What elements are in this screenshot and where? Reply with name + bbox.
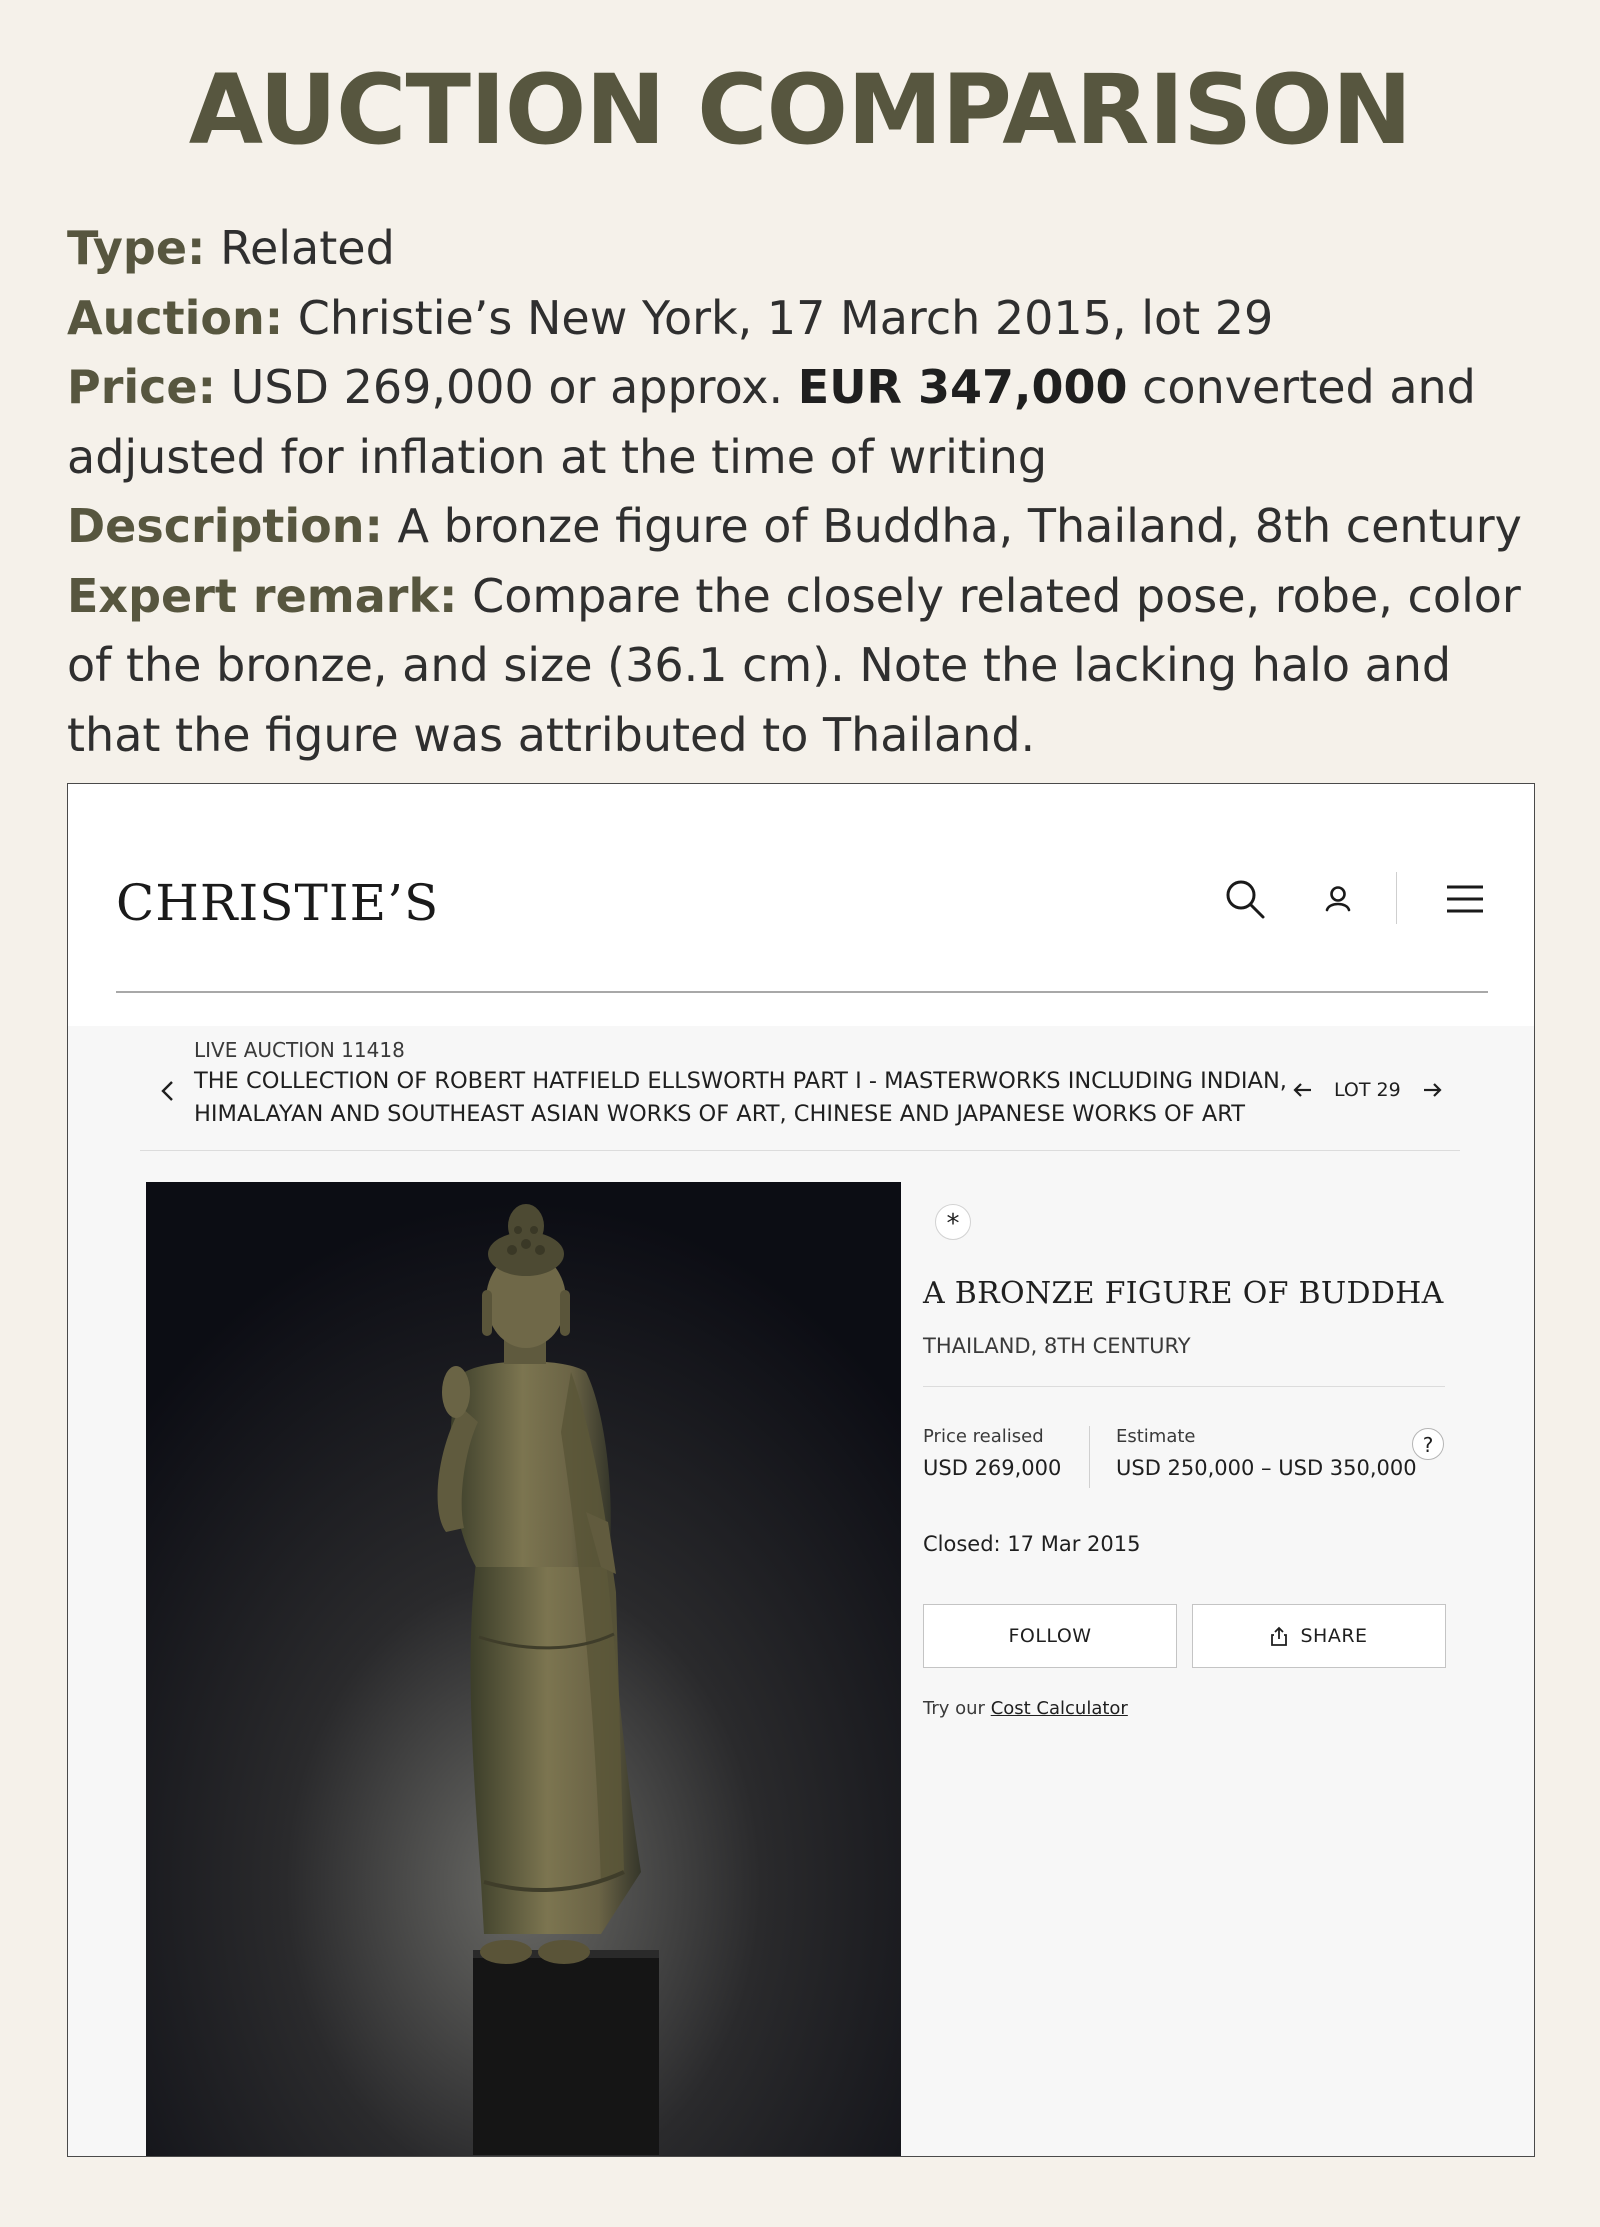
- estimate-value: USD 250,000 – USD 350,000: [1116, 1456, 1417, 1480]
- info-key: Type:: [67, 221, 206, 275]
- info-key: Auction:: [67, 290, 284, 345]
- info-value: converted and adjusted for inflation at the time of writing: [67, 360, 1476, 484]
- details-divider: [923, 1386, 1445, 1387]
- info-key: Description:: [67, 499, 383, 553]
- info-expert-remark: [67, 562, 1547, 771]
- closed-value: 17 Mar 2015: [1007, 1532, 1141, 1556]
- page-title: AUCTION COMPARISON: [188, 54, 1412, 166]
- follow-button[interactable]: [923, 1604, 1177, 1668]
- header-divider: [1396, 872, 1397, 924]
- lot-navigation: [1290, 1070, 1445, 1110]
- info-key: Price:: [67, 360, 217, 414]
- try-text: Try our: [923, 1698, 985, 1719]
- collection-title[interactable]: [194, 1065, 1304, 1131]
- info-value: USD 269,000 or approx.: [230, 360, 784, 414]
- chevron-left-icon[interactable]: [156, 1076, 180, 1106]
- lot-image[interactable]: [146, 1182, 901, 2157]
- asterisk-icon[interactable]: *: [935, 1204, 971, 1240]
- search-icon[interactable]: [1223, 877, 1267, 921]
- help-icon[interactable]: ?: [1412, 1428, 1444, 1460]
- info-block: [67, 214, 1547, 770]
- collection-title-line: THE COLLECTION OF ROBERT HATFIELD ELLSWORTH PART I - MASTERWORKS INCLUDING INDIAN,: [194, 1068, 1287, 1094]
- share-button[interactable]: [1192, 1604, 1446, 1668]
- cost-calculator-prompt: [923, 1698, 1128, 1719]
- info-auction: [67, 284, 1547, 354]
- closed-date: [923, 1532, 1140, 1556]
- info-value: A bronze figure of Buddha, Thailand, 8th century: [397, 499, 1522, 553]
- lot-title: A BRONZE FIGURE OF BUDDHA: [923, 1276, 1444, 1311]
- menu-icon[interactable]: [1443, 877, 1487, 921]
- price-divider: [1089, 1426, 1090, 1488]
- share-icon: [1270, 1625, 1288, 1647]
- live-auction-label[interactable]: LIVE AUCTION 11418: [194, 1038, 405, 1062]
- cost-calculator-link[interactable]: Cost Calculator: [990, 1698, 1128, 1719]
- arrow-right-icon[interactable]: [1419, 1077, 1445, 1103]
- info-price: [67, 353, 1547, 492]
- collection-title-line: HIMALAYAN AND SOUTHEAST ASIAN WORKS OF ART, CHINESE AND JAPANESE WORKS OF ART: [194, 1101, 1245, 1127]
- info-key: Expert remark:: [67, 568, 458, 623]
- header-rule: [116, 991, 1488, 993]
- info-description: [67, 492, 1547, 562]
- price-realised-label: Price realised: [923, 1426, 1044, 1447]
- lot-subtitle: THAILAND, 8TH CENTURY: [923, 1334, 1191, 1358]
- info-type: [67, 214, 1547, 284]
- breadcrumb-divider: [140, 1150, 1460, 1151]
- arrow-left-icon[interactable]: [1290, 1077, 1316, 1103]
- info-highlight: EUR 347,000: [797, 360, 1128, 414]
- info-value: Christie’s New York, 17 March 2015, lot 29: [297, 290, 1274, 345]
- christies-screenshot: [67, 783, 1535, 2157]
- estimate-label: Estimate: [1116, 1426, 1196, 1447]
- christies-logo[interactable]: CHRISTIE’S: [116, 874, 440, 932]
- info-value: Related: [220, 221, 395, 275]
- share-label: SHARE: [1300, 1625, 1368, 1647]
- closed-label: Closed:: [923, 1532, 1001, 1556]
- lot-number: LOT 29: [1334, 1079, 1401, 1101]
- follow-label: FOLLOW: [1008, 1625, 1092, 1647]
- info-value: Compare the closely related pose, robe, color of the bronze, and size (36.1 cm). Note the lacking halo and that the figure was attributed to Thailand.: [67, 568, 1521, 762]
- price-realised-value: USD 269,000: [923, 1456, 1062, 1480]
- user-icon[interactable]: [1316, 877, 1360, 921]
